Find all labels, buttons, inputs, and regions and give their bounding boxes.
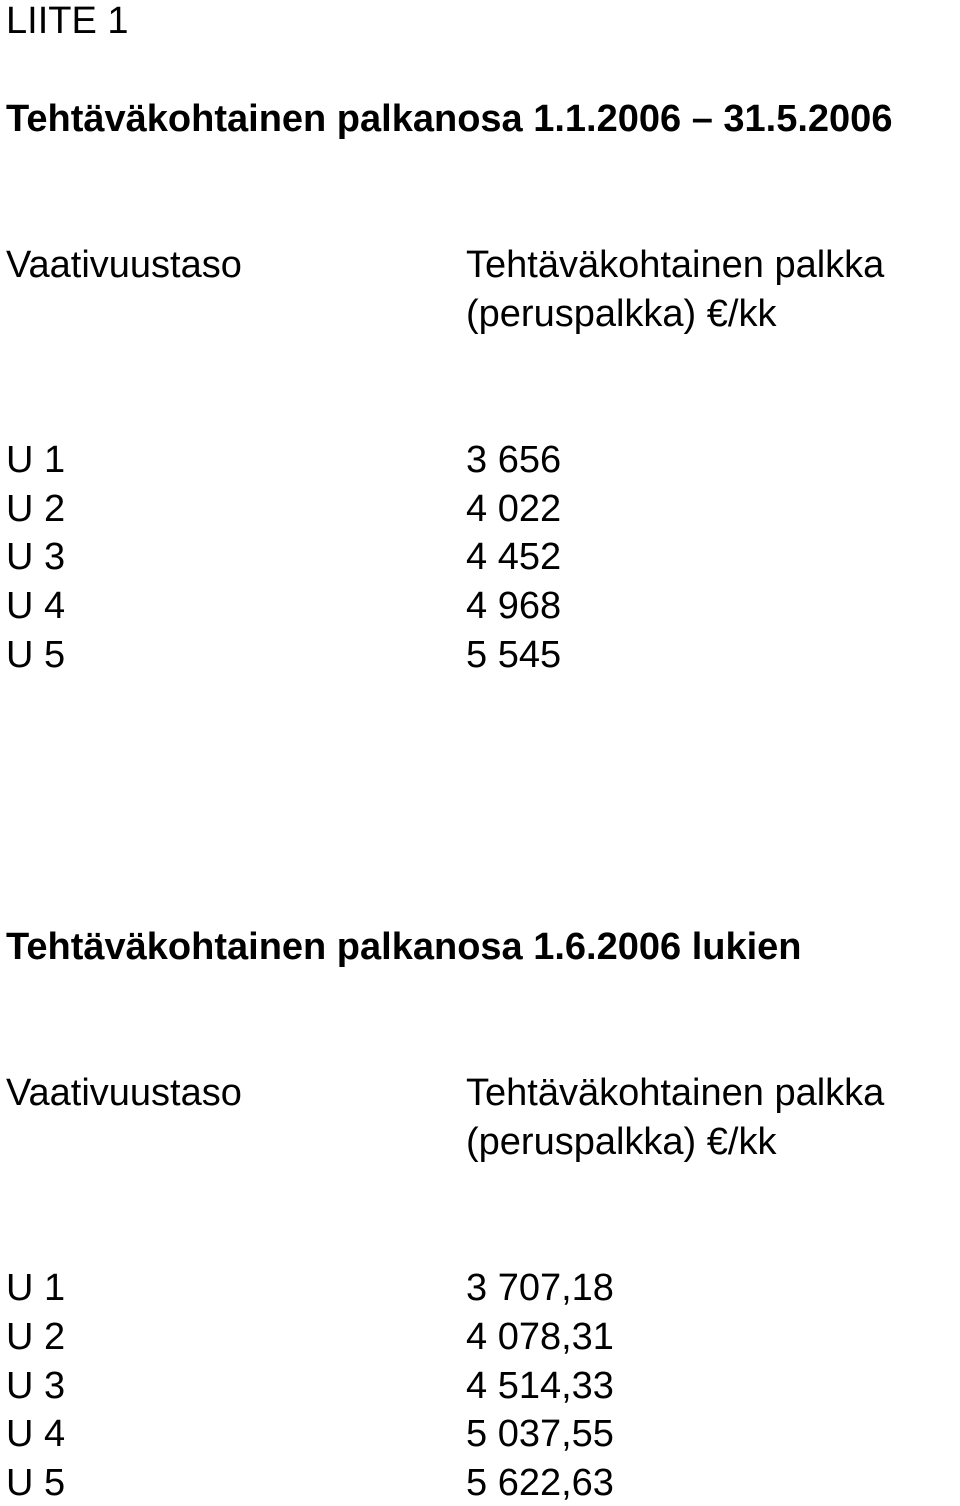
section1-row-salary: 5 545 bbox=[466, 634, 562, 676]
section2-row-salary: 4 078,31 bbox=[466, 1316, 614, 1358]
section2-row-level: U 5 bbox=[6, 1462, 66, 1504]
section2-row-salary: 4 514,33 bbox=[466, 1365, 614, 1407]
section1-row-level: U 4 bbox=[6, 585, 66, 627]
section2-row-level: U 3 bbox=[6, 1365, 66, 1407]
section1-row-salary: 4 022 bbox=[466, 488, 562, 530]
section2-row-salary: 5 037,55 bbox=[466, 1413, 614, 1455]
section2-title: Tehtäväkohtainen palkanosa 1.6.2006 lukien bbox=[6, 926, 802, 968]
section1-row-salary: 4 452 bbox=[466, 536, 562, 578]
section2-row-level: U 4 bbox=[6, 1413, 66, 1455]
section2-header-salary-line2: (peruspalkka) €/kk bbox=[466, 1121, 777, 1163]
section1-header-level: Vaativuustaso bbox=[6, 244, 242, 286]
section2-row-salary: 3 707,18 bbox=[466, 1267, 614, 1309]
section1-row-salary: 3 656 bbox=[466, 439, 562, 481]
section2-header-salary-line1: Tehtäväkohtainen palkka bbox=[466, 1072, 885, 1114]
section1-title: Tehtäväkohtainen palkanosa 1.1.2006 – 31.5.2006 bbox=[6, 98, 893, 140]
section2-row-level: U 2 bbox=[6, 1316, 66, 1358]
section1-header-salary-line1: Tehtäväkohtainen palkka bbox=[466, 244, 885, 286]
section1-row-level: U 2 bbox=[6, 488, 66, 530]
annex-label: LIITE 1 bbox=[6, 0, 129, 42]
section1-row-salary: 4 968 bbox=[466, 585, 562, 627]
section1-row-level: U 1 bbox=[6, 439, 66, 481]
section1-row-level: U 5 bbox=[6, 634, 66, 676]
section1-row-level: U 3 bbox=[6, 536, 66, 578]
section2-row-salary: 5 622,63 bbox=[466, 1462, 614, 1504]
section2-row-level: U 1 bbox=[6, 1267, 66, 1309]
section1-header-salary-line2: (peruspalkka) €/kk bbox=[466, 293, 777, 335]
section2-header-level: Vaativuustaso bbox=[6, 1072, 242, 1114]
